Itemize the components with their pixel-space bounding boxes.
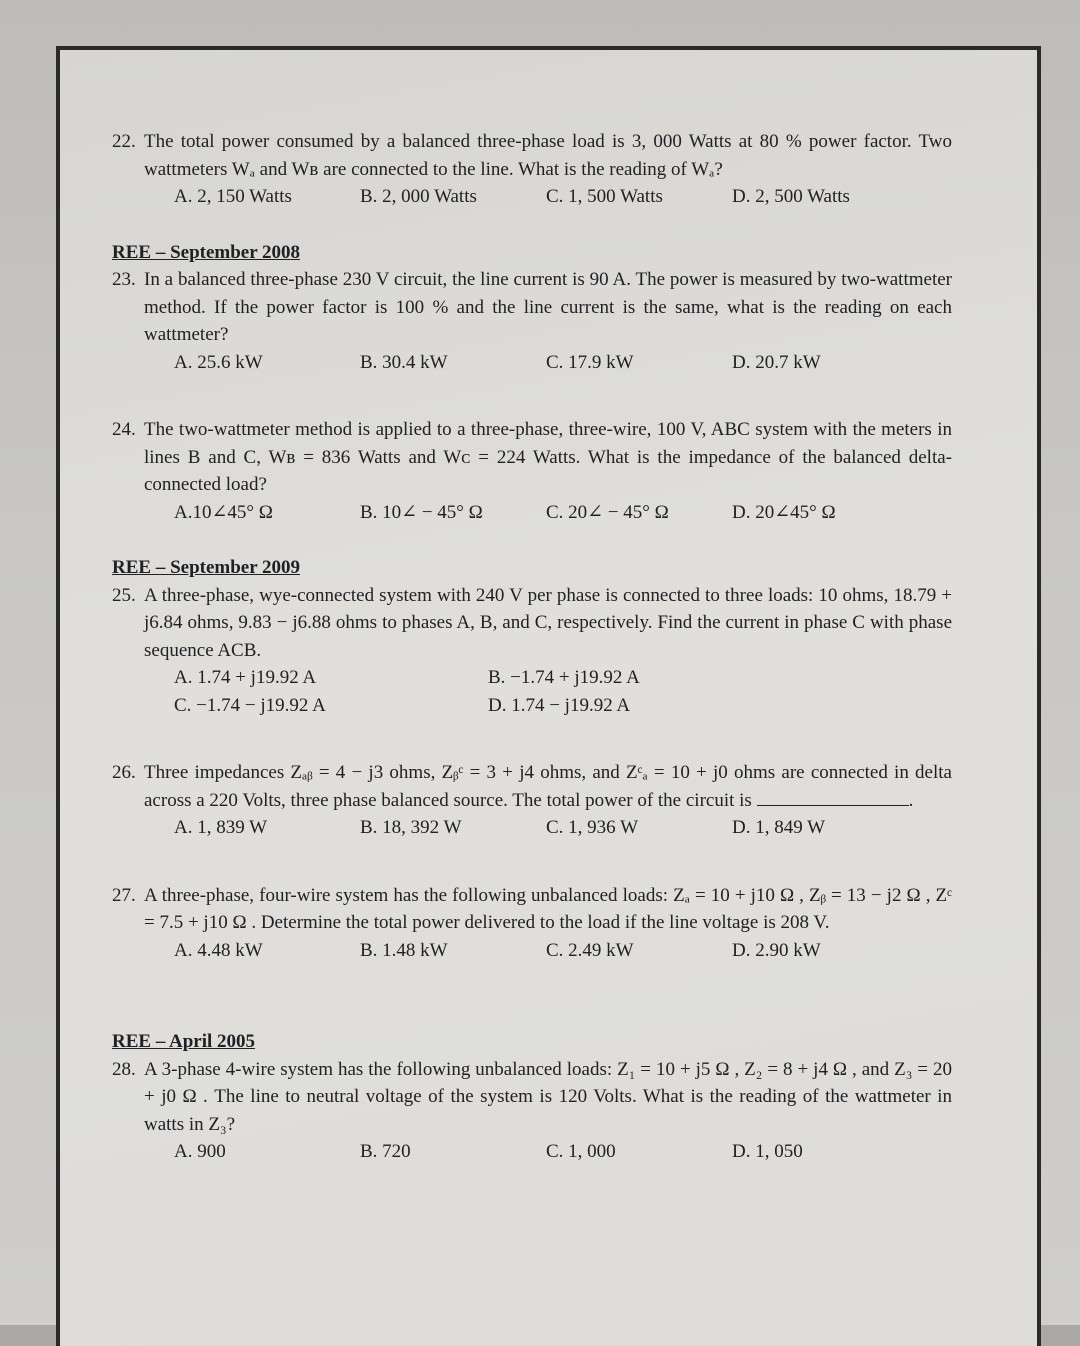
question-22 <box>112 128 952 211</box>
option-d: D. 2.90 kW <box>732 939 821 961</box>
option-a: A. 2, 150 Watts <box>174 186 292 207</box>
question-number: 28. <box>112 1058 136 1080</box>
question-number: 27. <box>112 884 136 906</box>
option-c: C. 2.49 kW <box>546 939 634 961</box>
question-number: 25. <box>112 584 136 606</box>
option-a: A. 900 <box>174 1141 226 1162</box>
option-d: D. 1.74 − j19.92 A <box>488 694 631 716</box>
question-25 <box>112 582 952 720</box>
options <box>112 937 952 965</box>
option-a: A. 25.6 kW <box>174 351 263 373</box>
question-28 <box>112 1056 952 1166</box>
question-27 <box>112 882 952 965</box>
question-26: 26. Three impedances Zₐᵦ = 4 − j3 ohms, Zᵦᶜ = 3 + j4 ohms, and Zᶜₐ = 10 + j0 ohms are connected in delta across a 220 Volts, three phase balanced source. The total power of the circuit is . A. 1, 839 W B. 18, 392 W C. 1, 936 W D. 1, 849 W <box>112 759 952 842</box>
option-a: A.10∠45° Ω <box>174 501 273 523</box>
question-24 <box>112 416 952 526</box>
option-d: D. 20∠45° Ω <box>732 501 836 523</box>
option-c: C. 17.9 kW <box>546 351 634 373</box>
question-list <box>112 128 952 1166</box>
option-b: B. 30.4 kW <box>360 351 448 373</box>
question-text: The total power consumed by a balanced three-phase load is 3, 000 Watts at 80 % power factor. Two wattmeters Wₐ and Wʙ are connected to the line. What is the reading of Wₐ? <box>144 131 952 180</box>
options <box>112 499 952 527</box>
question-number: 24. <box>112 419 136 440</box>
question-text: A 3-phase 4-wire system has the following unbalanced loads: Z₁ = 10 + j5 Ω , Z₂ = 8 + j4 Ω , and Z₃ = 20 + j0 Ω . The line to neutral voltage of the system is 120 Volts. What is the reading of the wattmeter in watts in Z₃? <box>144 1058 952 1135</box>
answer-blank-line <box>757 789 909 806</box>
section-heading: REE – April 2005 <box>112 1031 256 1052</box>
options <box>112 1138 952 1166</box>
options <box>112 664 952 719</box>
option-c: C. −1.74 − j19.92 A <box>174 694 326 716</box>
option-d: D. 1, 849 W <box>732 817 826 838</box>
option-c: C. 1, 000 <box>546 1141 616 1162</box>
question-text: A three-phase, wye-connected system with 240 V per phase is connected to three loads: 10 ohms, 18.79 + j6.84 ohms, 9.83 − j6.88 ohms to phases A, B, and C, respectively. Find the current in phase C with phase sequence ACB. <box>144 584 952 661</box>
question-number: 26. <box>112 762 136 783</box>
question-text: A three-phase, four-wire system has the following unbalanced loads: Zₐ = 10 + j10 Ω , Zᵦ = 13 − j2 Ω , Zᶜ = 7.5 + j10 Ω . Determine the total power delivered to the load if the line voltage is 208 V. <box>144 884 952 933</box>
question-text: In a balanced three-phase 230 V circuit, the line current is 90 A. The power is measured by two-wattmeter method. If the power factor is 100 % and the line current is the same, what is the reading on each wattmeter? <box>144 269 952 345</box>
options <box>112 814 952 842</box>
option-a: A. 4.48 kW <box>174 939 263 961</box>
option-c: C. 1, 936 W <box>546 817 639 838</box>
option-d: D. 20.7 kW <box>732 351 821 373</box>
section-heading: REE – September 2009 <box>112 557 301 578</box>
option-b: B. 1.48 kW <box>360 939 448 961</box>
option-a: A. 1, 839 W <box>174 817 268 838</box>
question-23 <box>112 266 952 376</box>
option-b: B. 10∠ − 45° Ω <box>360 501 483 523</box>
question-text: The two-wattmeter method is applied to a three-phase, three-wire, 100 V, ABC system with the meters in lines B and C, Wʙ = 836 Watts and Wᴄ = 224 Watts. What is the impedance of the balanced delta-connected load? <box>144 419 952 495</box>
question-number: 22. <box>112 131 136 152</box>
option-d: D. 2, 500 Watts <box>732 186 850 207</box>
option-c: C. 20∠ − 45° Ω <box>546 501 669 523</box>
question-text: Three impedances Zₐᵦ = 4 − j3 ohms, Zᵦᶜ = 3 + j4 ohms, and Zᶜₐ = 10 + j0 ohms are connected in delta across a 220 Volts, three phase balanced source. The total power of the circuit is <box>144 762 952 811</box>
option-b: B. 2, 000 Watts <box>360 186 477 207</box>
option-b: B. 720 <box>360 1141 411 1162</box>
option-c: C. 1, 500 Watts <box>546 186 663 207</box>
question-number: 23. <box>112 269 136 290</box>
option-a: A. 1.74 + j19.92 A <box>174 667 317 688</box>
option-b: B. −1.74 + j19.92 A <box>488 667 640 688</box>
options <box>112 183 952 211</box>
option-b: B. 18, 392 W <box>360 817 462 838</box>
option-d: D. 1, 050 <box>732 1141 803 1162</box>
options <box>112 349 952 377</box>
section-heading: REE – September 2008 <box>112 241 301 263</box>
